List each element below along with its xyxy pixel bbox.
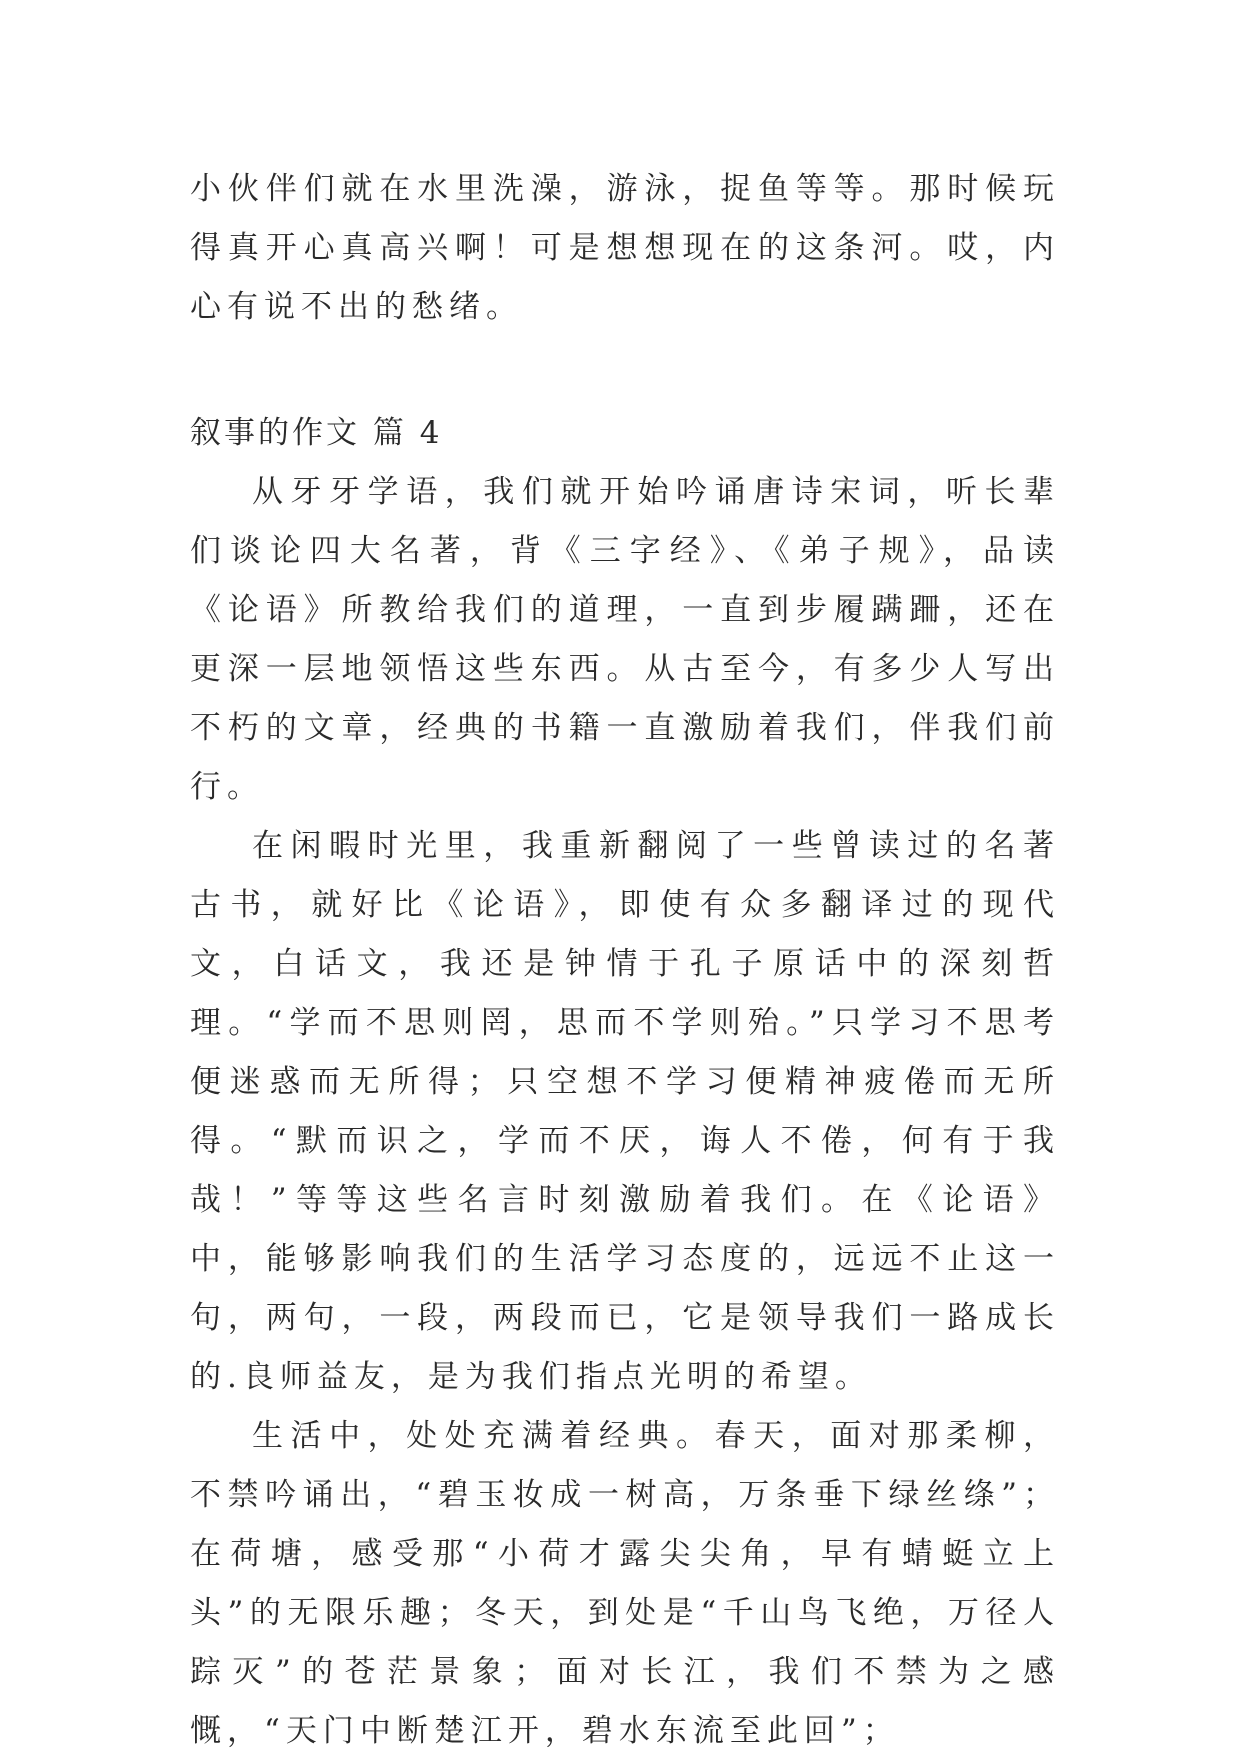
body-paragraph-1: 从牙牙学语，我们就开始吟诵唐诗宋词，听长辈们谈论四大名著，背《三字经》、《弟子规》，品读《论语》所教给我们的道理，一直到步履蹒跚，还在更深一层地领悟这些东西。从古至今，有多少人写出不朽的文章，经典的书籍一直激励着我们，伴我们前行。	[190, 474, 1060, 805]
body-paragraph-2: 在闲暇时光里，我重新翻阅了一些曾读过的名著古书，就好比《论语》，即使有众多翻译过的现代文，白话文，我还是钟情于孔子原话中的深刻哲理。“学而不思则罔，思而不学则殆。”只学习不思考便迷惑而无所得；只空想不学习便精神疲倦而无所得。“默而识之，学而不厌，诲人不倦，何有于我哉！”等等这些名言时刻激励着我们。在《论语》中，能够影响我们的生活学习态度的，远远不止这一句，两句，一段，两段而已，它是领导我们一路成长的.良师益友，是为我们指点光明的希望。	[190, 828, 1060, 1395]
body-paragraph-3: 生活中，处处充满着经典。春天，面对那柔柳，不禁吟诵出，“碧玉妆成一树高，万条垂下绿丝绦”；在荷塘，感受那“小荷才露尖尖角，早有蜻蜓立上头”的无限乐趣；冬天，到处是“千山鸟飞绝，万径人踪灭”的苍茫景象；面对长江，我们不禁为之感慨，“天门中断楚江开，碧水东流至此回”；	[190, 1418, 1060, 1749]
document-page	[190, 160, 1060, 1761]
section-title: 叙事的作文 篇 4	[190, 415, 443, 451]
continuation-paragraph: 小伙伴们就在水里洗澡，游泳，捉鱼等等。那时候玩得真开心真高兴啊！可是想想现在的这条河。哎，内心有说不出的愁绪。	[190, 171, 1060, 325]
